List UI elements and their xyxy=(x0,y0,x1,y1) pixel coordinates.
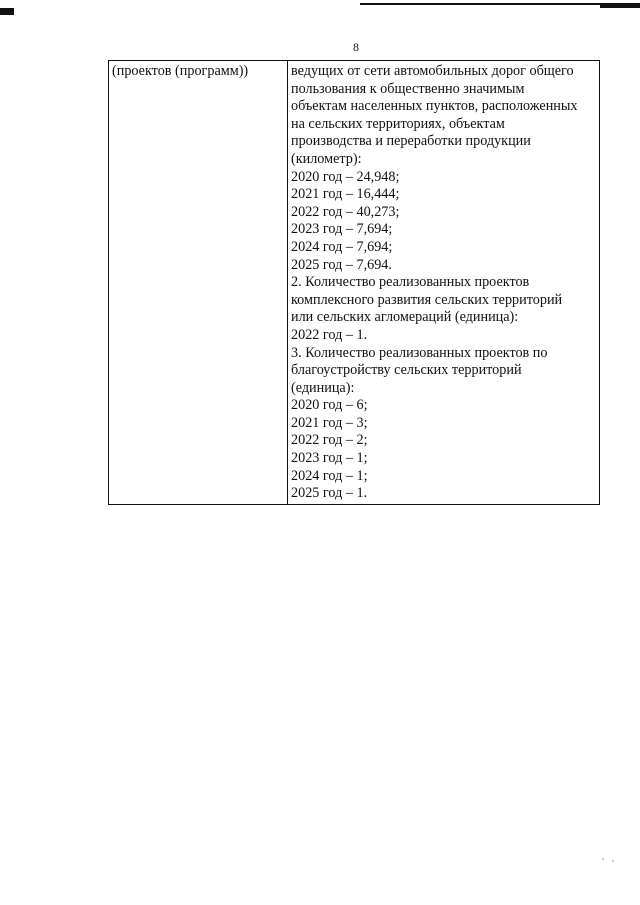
program-passport-table xyxy=(108,60,600,505)
indicator-line: 2. Количество реализованных проектов xyxy=(291,274,530,291)
scan-speck xyxy=(602,858,604,860)
indicator-line: 2025 год – 7,694. xyxy=(291,256,392,273)
indicator-line: 2024 год – 1; xyxy=(291,467,368,484)
indicator-line: благоустройству сельских территорий xyxy=(291,362,522,379)
indicator-line: 2022 год – 2; xyxy=(291,432,368,449)
indicator-line: 2021 год – 16,444; xyxy=(291,186,400,203)
cell-text: (проектов (программ)) xyxy=(112,63,249,79)
indicator-line: 3. Количество реализованных проектов по xyxy=(291,344,548,361)
indicator-line: 2020 год – 6; xyxy=(291,397,368,414)
indicator-line: производства и переработки продукции xyxy=(291,133,531,150)
indicator-line: или сельских агломераций (единица): xyxy=(291,309,519,326)
indicator-line: 2023 год – 7,694; xyxy=(291,221,393,238)
indicator-line: 2021 год – 3; xyxy=(291,414,368,431)
scan-speck xyxy=(612,860,614,862)
indicator-line: ведущих от сети автомобильных дорог общего xyxy=(291,63,574,79)
indicator-line: 2024 год – 7,694; xyxy=(291,238,393,255)
indicator-line: 2023 год – 1; xyxy=(291,450,368,467)
indicator-line: объектам населенных пунктов, расположенных xyxy=(291,98,578,115)
table-row xyxy=(109,61,600,505)
indicator-line: 2025 год – 1. xyxy=(291,485,368,502)
scan-mark xyxy=(0,8,14,15)
indicator-line: комплексного развития сельских территорий xyxy=(291,291,563,308)
indicator-line: 2022 год – 1. xyxy=(291,326,368,343)
indicator-line: на сельских территориях, объектам xyxy=(291,115,505,132)
indicator-lines xyxy=(291,63,596,503)
table-cell-values xyxy=(288,61,600,505)
indicator-line: пользования к общественно значимым xyxy=(291,80,525,97)
indicator-line: 2022 год – 40,273; xyxy=(291,203,400,220)
header-rule xyxy=(360,3,630,5)
table-cell-label xyxy=(109,61,288,505)
indicator-line: 2020 год – 24,948; xyxy=(291,168,400,185)
indicator-line: (единица): xyxy=(291,379,355,396)
indicator-line: (километр): xyxy=(291,150,362,167)
page-number: 8 xyxy=(353,40,359,54)
header-rule-thick xyxy=(600,3,640,8)
